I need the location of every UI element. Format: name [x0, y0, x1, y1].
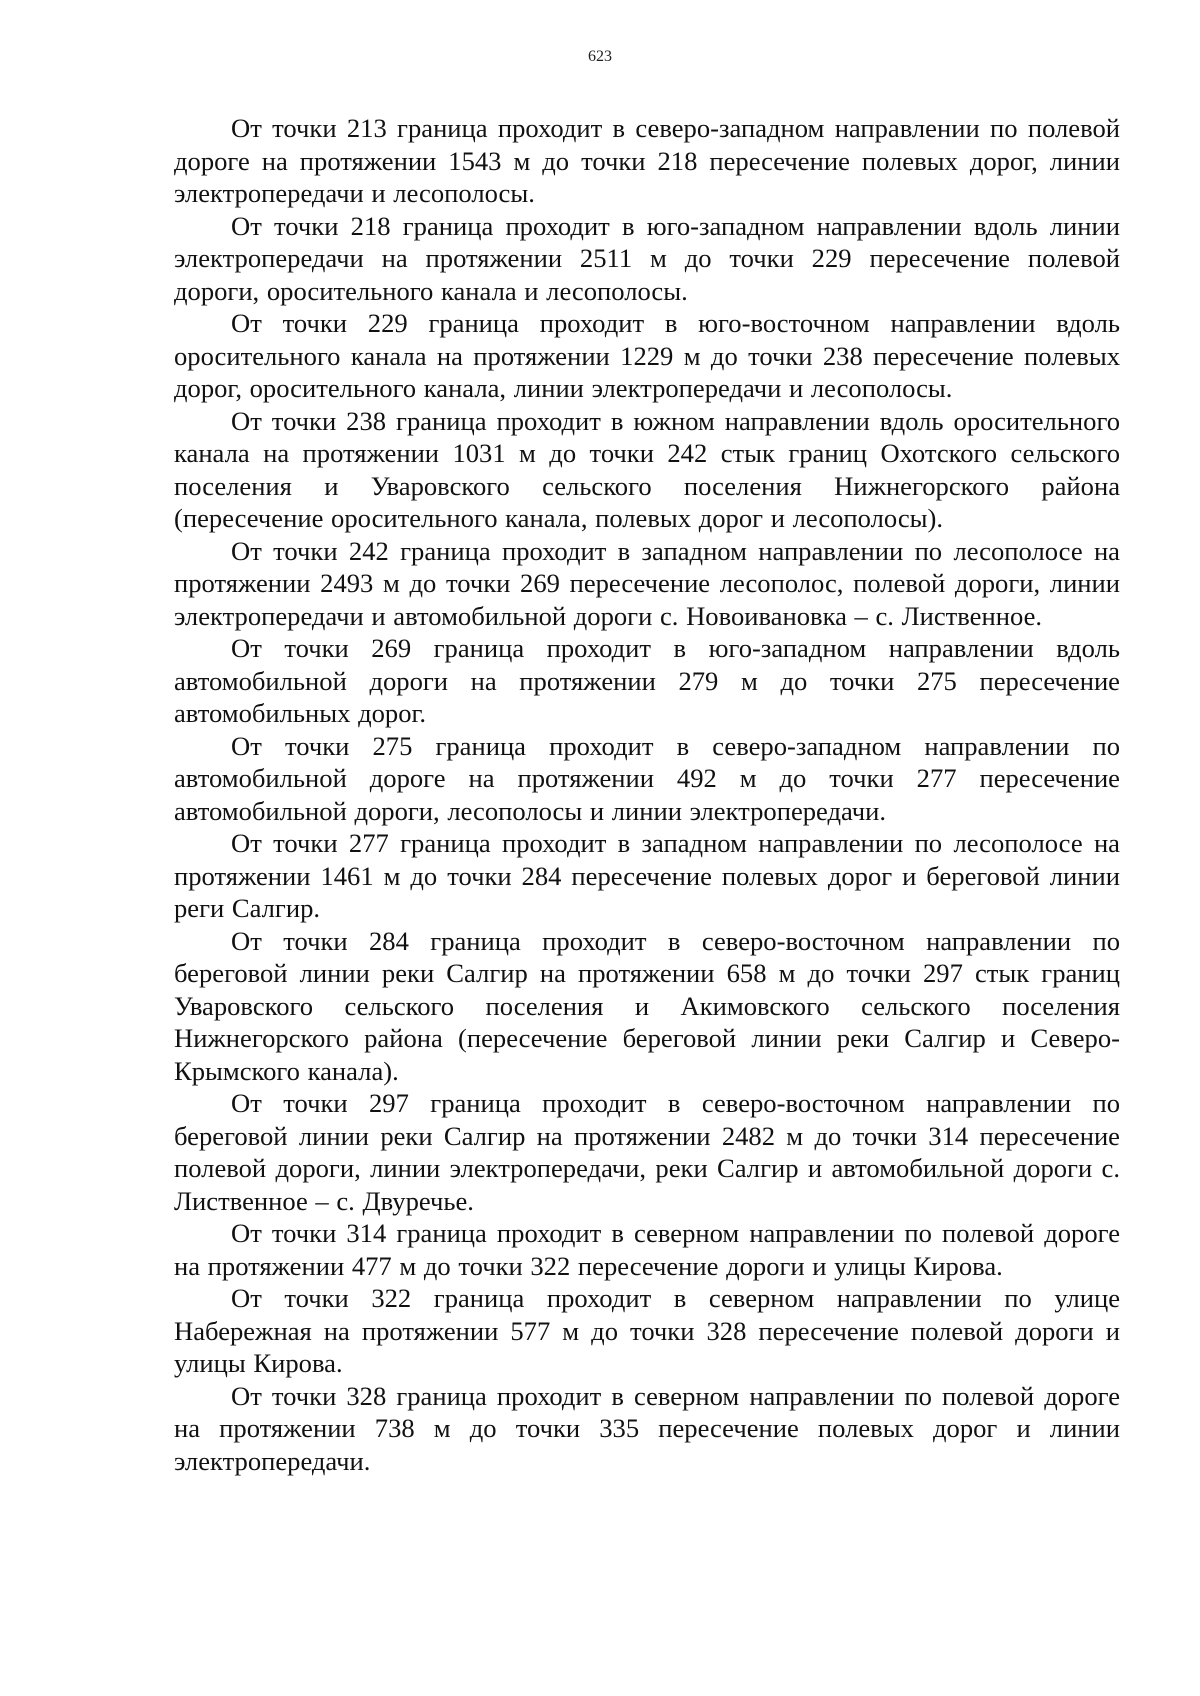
paragraph: От точки 297 граница проходит в северо-восточном направлении по береговой линии реки Салгир на протяжении 2482 м до точки 314 пересечение полевой дороги, линии электропередачи, реки Салгир и автомобильной дороги с. Лиственное – с. Двуречье. — [174, 1088, 1120, 1216]
paragraph: От точки 229 граница проходит в юго-восточном направлении вдоль оросительного канала на протяжении 1229 м до точки 238 пересечение полевых дорог, оросительного канала, линии электропередачи и лесополосы. — [174, 308, 1120, 403]
page-number: 623 — [588, 48, 612, 65]
paragraph: От точки 322 граница проходит в северном направлении по улице Набережная на протяжении 577 м до точки 328 пересечение полевой дороги и улицы Кирова. — [174, 1283, 1120, 1378]
paragraph: От точки 275 граница проходит в северо-западном направлении по автомобильной дороге на протяжении 492 м до точки 277 пересечение автомобильной дороги, лесополосы и линии электропередачи. — [174, 730, 1120, 826]
document-body — [174, 112, 1120, 1477]
paragraph: От точки 269 граница проходит в юго-западном направлении вдоль автомобильной дороги на протяжении 279 м до точки 275 пересечение автомобильных дорог. — [174, 633, 1120, 728]
paragraph: От точки 218 граница проходит в юго-западном направлении вдоль линии электропередачи на протяжении 2511 м до точки 229 пересечение полевой дороги, оросительного канала и лесополосы. — [174, 210, 1120, 306]
paragraph: От точки 213 граница проходит в северо-западном направлении по полевой дороге на протяжении 1543 м до точки 218 пересечение полевых дорог, линии электропередачи и лесополосы. — [174, 113, 1120, 208]
paragraph: От точки 238 граница проходит в южном направлении вдоль оросительного канала на протяжении 1031 м до точки 242 стык границ Охотского сельского поселения и Уваровского сельского поселения Нижнегорского района (пересечение оросительного канала, полевых дорог и лесополосы). — [174, 405, 1120, 533]
paragraph: От точки 277 граница проходит в западном направлении по лесополосе на протяжении 1461 м до точки 284 пересечение полевых дорог и береговой линии реги Салгир. — [174, 828, 1120, 923]
paragraph: От точки 242 граница проходит в западном направлении по лесополосе на протяжении 2493 м до точки 269 пересечение лесополос, полевой дороги, линии электропередачи и автомобильной дороги с. Новоивановка – с. Лиственное. — [174, 535, 1120, 631]
paragraph: От точки 314 граница проходит в северном направлении по полевой дороге на протяжении 477 м до точки 322 пересечение дороги и улицы Кирова. — [174, 1218, 1120, 1281]
paragraph: От точки 328 граница проходит в северном направлении по полевой дороге на протяжении 738 м до точки 335 пересечение полевых дорог и линии электропередачи. — [174, 1380, 1120, 1476]
paragraph: От точки 284 граница проходит в северо-восточном направлении по береговой линии реки Салгир на протяжении 658 м до точки 297 стык границ Уваровского сельского поселения и Акимовского сельского поселения Нижнегорского района (пересечение береговой линии реки Салгир и Северо-Крымского канала). — [174, 925, 1120, 1086]
